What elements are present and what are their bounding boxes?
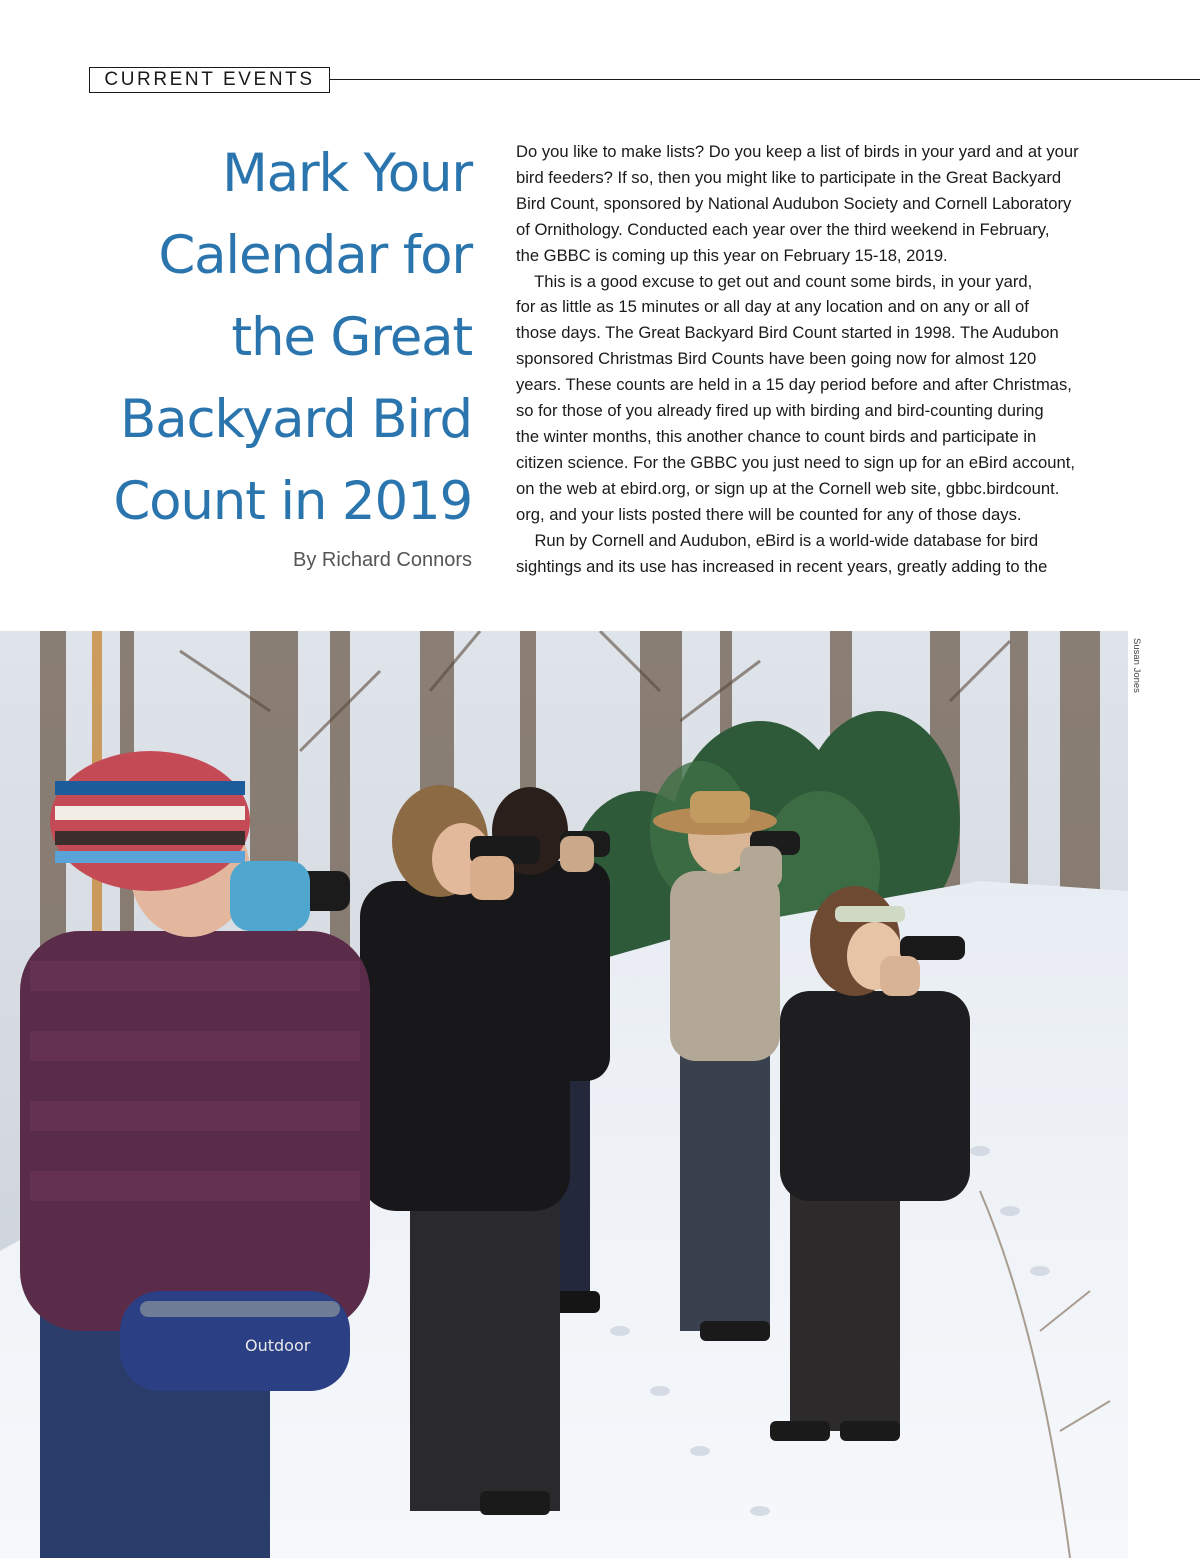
body-line: citizen science. For the GBBC you just need to sign up for an eBird account, (516, 452, 1075, 472)
article-headline: Mark Your Calendar for the Great Backyard Bird Count in 2019 (113, 143, 472, 532)
section-label: CURRENT EVENTS (89, 67, 330, 93)
article-byline: By Richard Connors (293, 549, 472, 571)
section-rule (330, 79, 1200, 80)
body-line: on the web at ebird.org, or sign up at the Cornell web site, gbbc.birdcount. (516, 478, 1060, 498)
body-line: This is a good excuse to get out and count some birds, in your yard, (516, 271, 1033, 291)
body-line: sponsored Christmas Bird Counts have been going now for almost 120 (516, 349, 1037, 369)
article-body (516, 139, 1156, 579)
body-line: so for those of you already fired up with birding and bird-counting during (516, 401, 1044, 421)
body-line: the GBBC is coming up this year on February 15-18, 2019. (516, 245, 948, 265)
body-line: years. These counts are held in a 15 day period before and after Christmas, (516, 375, 1072, 395)
body-line: of Ornithology. Conducted each year over the third weekend in February, (516, 219, 1050, 239)
body-line: org, and your lists posted there will be counted for any of those days. (516, 504, 1022, 524)
body-line: those days. The Great Backyard Bird Count started in 1998. The Audubon (516, 323, 1059, 343)
birders-photo (0, 631, 1128, 1558)
fanny-pack-brand: Outdoor (245, 1336, 311, 1355)
body-line: for as little as 15 minutes or all day at any location and on any or all of (516, 297, 1029, 317)
body-line: Run by Cornell and Audubon, eBird is a world-wide database for bird (516, 530, 1039, 550)
body-line: Do you like to make lists? Do you keep a list of birds in your yard and at your (516, 142, 1079, 161)
body-line: bird feeders? If so, then you might like to participate in the Great Backyard (516, 167, 1062, 187)
body-line: Bird Count, sponsored by National Audubon Society and Cornell Laboratory (516, 193, 1072, 213)
body-line: sightings and its use has increased in recent years, greatly adding to the (516, 556, 1048, 576)
photo-credit: Susan Jones (1131, 638, 1142, 693)
body-line: the winter months, this another chance to count birds and participate in (516, 426, 1037, 446)
